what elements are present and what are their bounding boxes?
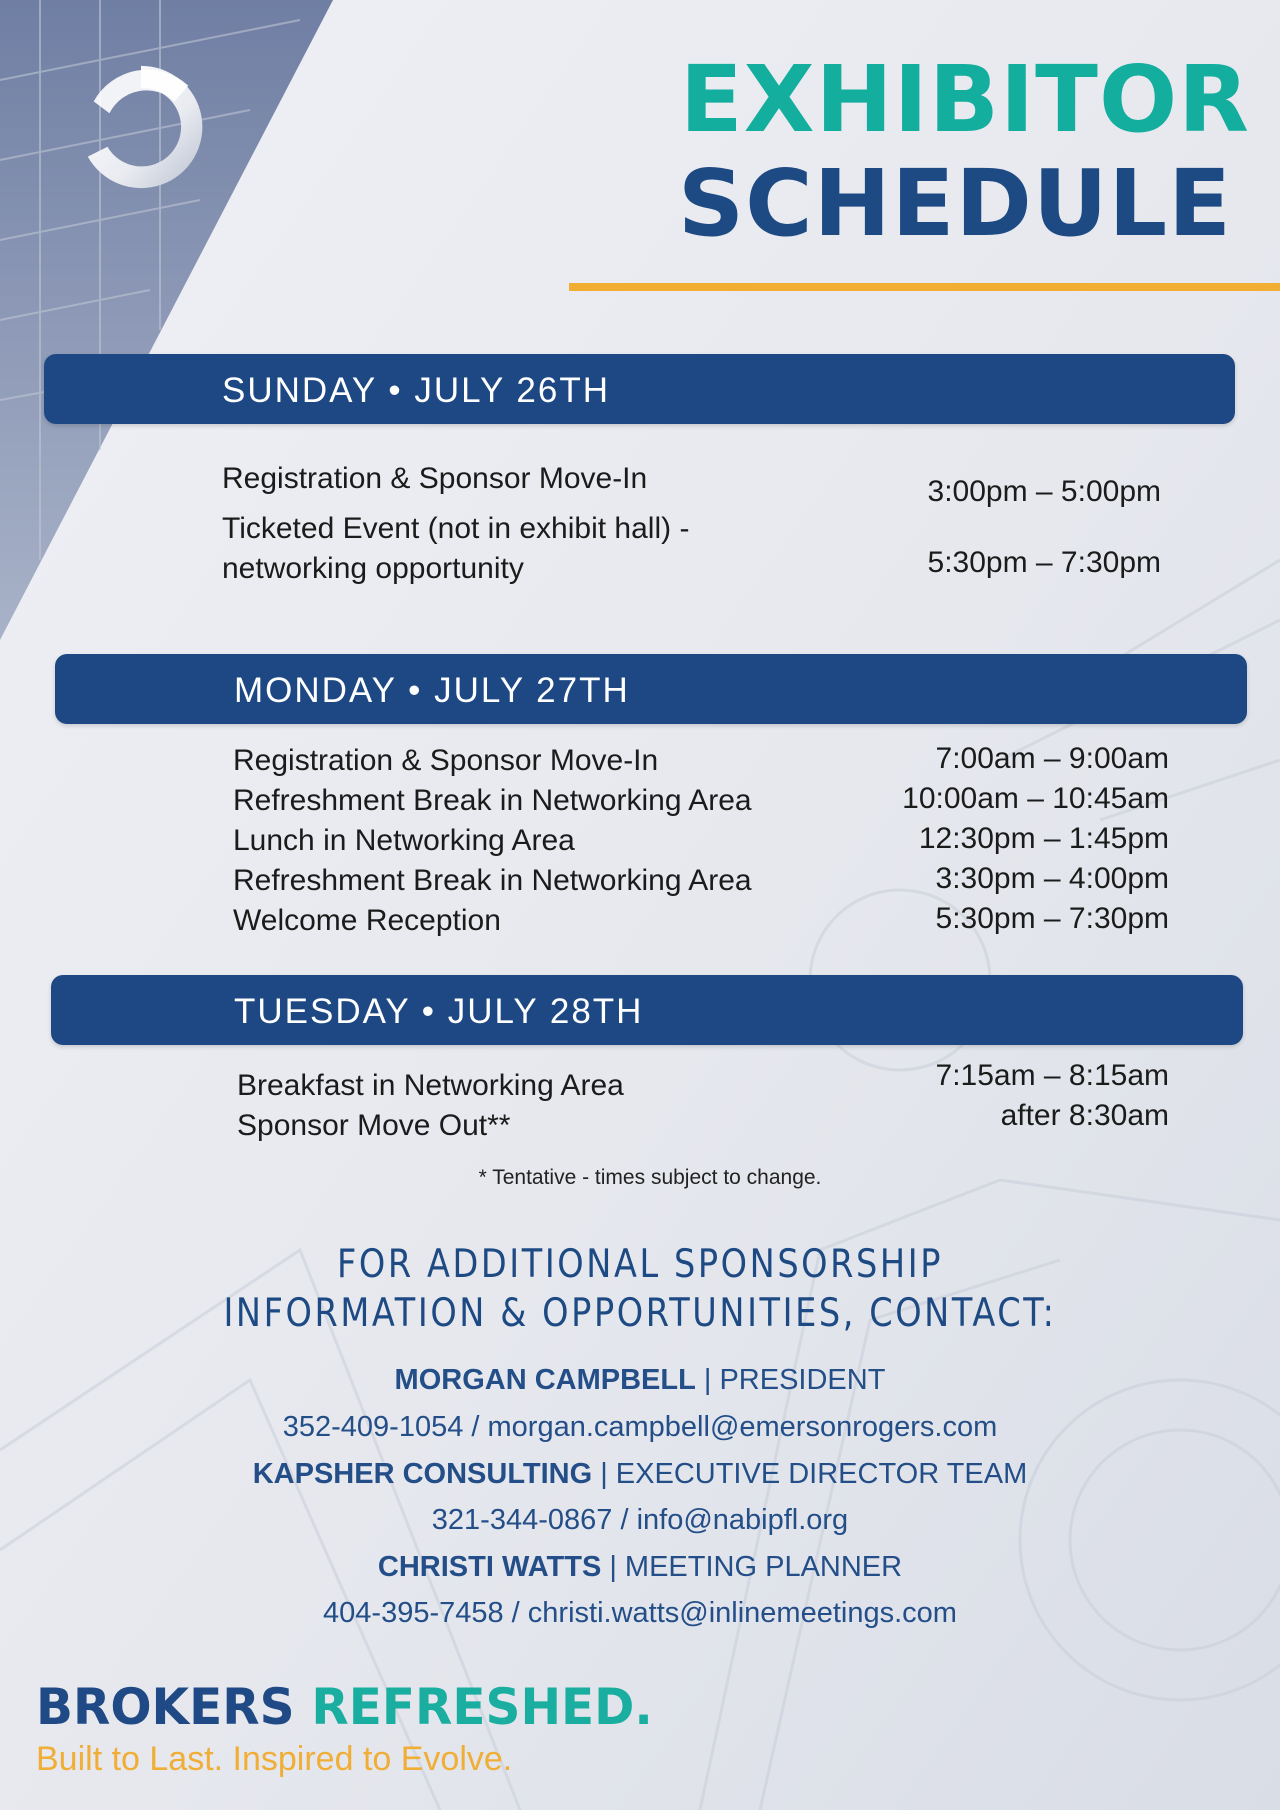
brand-word-refreshed: REFRESHED. xyxy=(311,1678,653,1736)
brand-wordmark xyxy=(36,1678,653,1736)
event-name: Welcome Reception xyxy=(233,904,501,937)
event-name-line2: networking opportunity xyxy=(222,552,524,585)
event-time: 3:00pm – 5:00pm xyxy=(927,475,1161,508)
event-time: 7:00am – 9:00am xyxy=(935,742,1169,775)
event-name: Registration & Sponsor Move-In xyxy=(233,744,659,777)
event-name: Registration & Sponsor Move-In xyxy=(222,462,648,495)
event-time: 10:00am – 10:45am xyxy=(902,782,1169,815)
day-header-tuesday xyxy=(51,975,1243,1045)
event-name: Refreshment Break in Networking Area xyxy=(233,784,752,817)
event-time: 3:30pm – 4:00pm xyxy=(935,862,1169,895)
contact-heading-line2: INFORMATION & OPPORTUNITIES, CONTACT: xyxy=(223,1291,1057,1336)
contact-details-2[interactable]: 321-344-0867 / info@nabipfl.org xyxy=(431,1504,849,1536)
page-title-line2: SCHEDULE xyxy=(677,150,1232,257)
day-label: SUNDAY • JULY 26TH xyxy=(222,371,610,410)
contact-name: MORGAN CAMPBELL xyxy=(394,1364,696,1396)
page-title-line1: EXHIBITOR xyxy=(679,46,1250,153)
contact-person-1 xyxy=(0,1364,1280,1397)
event-name: Lunch in Networking Area xyxy=(233,824,575,857)
event-name: Breakfast in Networking Area xyxy=(237,1069,624,1102)
contact-role: | PRESIDENT xyxy=(695,1364,886,1396)
title-underline xyxy=(569,283,1280,291)
contact-details-1[interactable]: 352-409-1054 / morgan.campbell@emersonrogers.com xyxy=(282,1411,998,1443)
event-time: 12:30pm – 1:45pm xyxy=(918,822,1169,855)
day-label: MONDAY • JULY 27TH xyxy=(234,671,630,710)
event-name: Sponsor Move Out** xyxy=(237,1109,511,1142)
event-time: 5:30pm – 7:30pm xyxy=(927,546,1161,579)
contact-details-3[interactable]: 404-395-7458 / christi.watts@inlinemeetings.com xyxy=(323,1597,957,1629)
brand-word-brokers: BROKERS xyxy=(36,1678,295,1736)
contact-name: CHRISTI WATTS xyxy=(377,1551,602,1583)
tentative-note: * Tentative - times subject to change. xyxy=(478,1166,822,1189)
event-time: 7:15am – 8:15am xyxy=(935,1059,1169,1092)
contact-heading-line1: FOR ADDITIONAL SPONSORSHIP xyxy=(336,1242,944,1287)
contact-role: | EXECUTIVE DIRECTOR TEAM xyxy=(592,1458,1028,1490)
brand-tagline: Built to Last. Inspired to Evolve. xyxy=(36,1740,513,1778)
event-name: Refreshment Break in Networking Area xyxy=(233,864,752,897)
day-label: TUESDAY • JULY 28TH xyxy=(234,992,644,1031)
event-time: after 8:30am xyxy=(1000,1099,1169,1132)
event-name: Ticketed Event (not in exhibit hall) - xyxy=(222,512,690,545)
event-time: 5:30pm – 7:30pm xyxy=(935,902,1169,935)
contact-person-2 xyxy=(0,1458,1280,1491)
contact-role: | MEETING PLANNER xyxy=(601,1551,903,1583)
swirl-ring-logo-icon xyxy=(72,58,210,196)
contact-name: KAPSHER CONSULTING xyxy=(252,1458,593,1490)
day-header-sunday xyxy=(44,354,1235,424)
contact-person-3 xyxy=(0,1551,1280,1584)
day-header-monday xyxy=(55,654,1247,724)
